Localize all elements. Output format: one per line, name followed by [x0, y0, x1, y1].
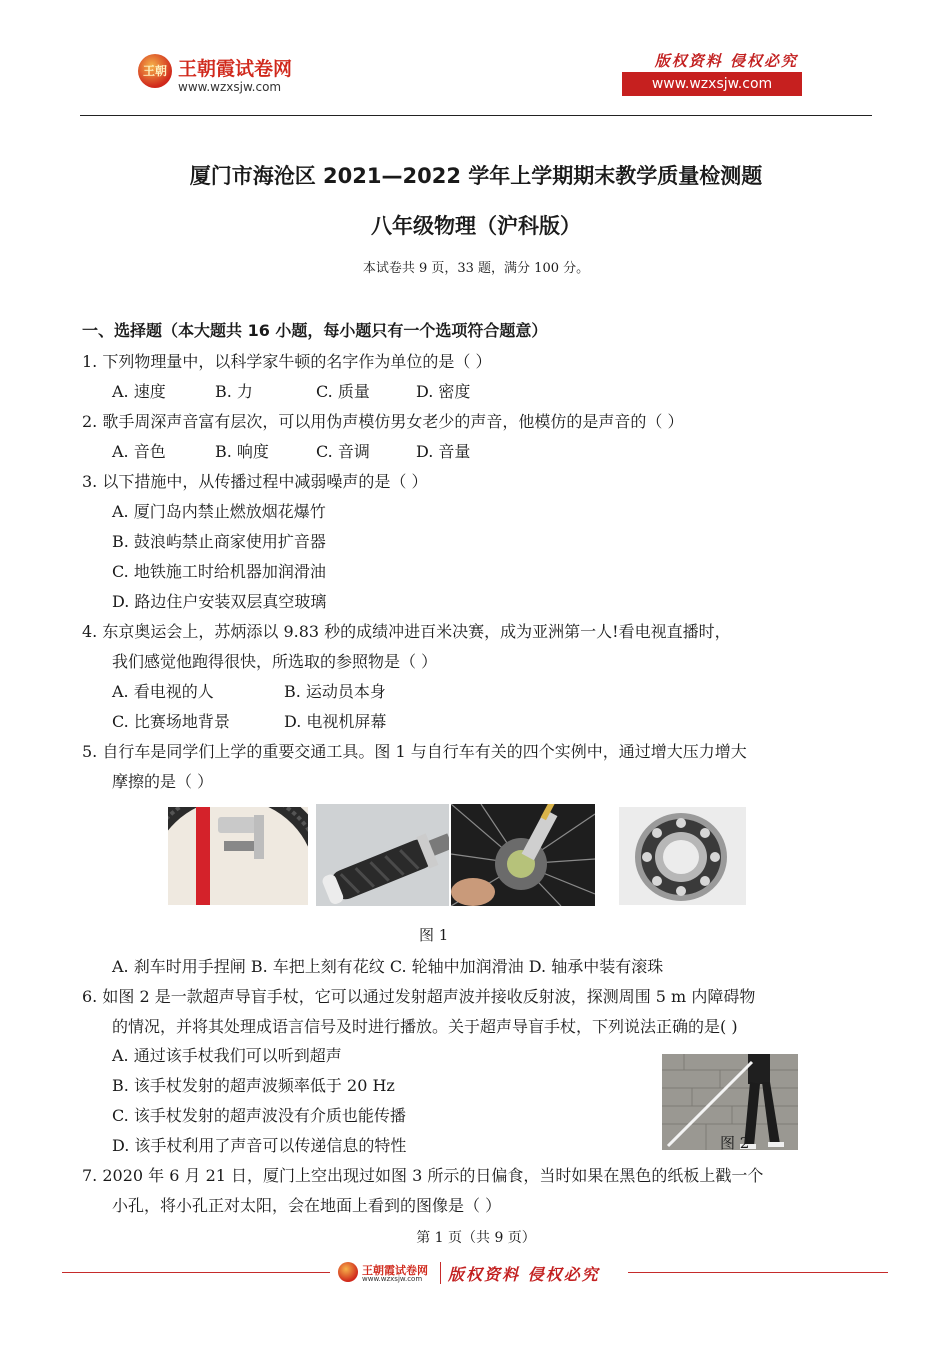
logo-icon: 王朝	[138, 54, 172, 88]
question-4-option-b[interactable]: B. 运动员本身	[284, 682, 386, 701]
question-1-option-b[interactable]: B. 力	[215, 382, 253, 401]
footer-logo-icon	[338, 1262, 358, 1282]
logo-url: www.wzxsjw.com	[178, 80, 282, 94]
question-3-option-d[interactable]: D. 路边住户安装双层真空玻璃	[112, 592, 327, 611]
question-5-stem-cont: 摩擦的是（ ）	[112, 772, 214, 791]
question-5-stem: 5. 自行车是同学们上学的重要交通工具。图 1 与自行车有关的四个实例中，通过增大压力增大	[82, 742, 747, 761]
question-6-stem-cont: 的情况，并将其处理成语言信号及时进行播放。关于超声导盲手杖，下列说法正确的是( )	[112, 1017, 738, 1036]
site-url-banner[interactable]: www.wzxsjw.com	[622, 72, 802, 96]
question-1-option-c[interactable]: C. 质量	[316, 382, 370, 401]
axle-oil-photo	[451, 804, 595, 906]
logo-name: 王朝霞试卷网	[178, 58, 293, 80]
question-3-stem: 3. 以下措施中，从传播过程中减弱噪声的是（ ）	[82, 472, 428, 491]
page-number: 第 1 页（共 9 页）	[416, 1230, 536, 1246]
question-3-option-c[interactable]: C. 地铁施工时给机器加润滑油	[112, 562, 326, 581]
question-5-options[interactable]: A. 刹车时用手捏闸 B. 车把上刻有花纹 C. 轮轴中加润滑油 D. 轴承中装有滚珠	[112, 957, 664, 976]
question-6-option-a[interactable]: A. 通过该手杖我们可以听到超声	[112, 1046, 342, 1065]
question-6-stem: 6. 如图 2 是一款超声导盲手杖，它可以通过发射超声波并接收反射波，探测周围 5 m 内障碍物	[82, 987, 756, 1006]
question-6-option-d[interactable]: D. 该手杖利用了声音可以传递信息的特性	[112, 1136, 407, 1155]
question-3-option-a[interactable]: A. 厦门岛内禁止燃放烟花爆竹	[112, 502, 326, 521]
section-heading: 一、选择题（本大题共 16 小题，每小题只有一个选项符合题意）	[82, 321, 548, 340]
question-6-option-b[interactable]: B. 该手杖发射的超声波频率低于 20 Hz	[112, 1076, 395, 1095]
header-divider	[80, 115, 872, 116]
question-1-stem: 1. 下列物理量中，以科学家牛顿的名字作为单位的是（ ）	[82, 352, 492, 371]
footer-rule-right	[628, 1272, 888, 1273]
figure-2-caption: 图 2	[720, 1134, 750, 1152]
question-4-option-c[interactable]: C. 比赛场地背景	[112, 712, 230, 731]
footer-separator	[440, 1262, 441, 1284]
question-2-option-b[interactable]: B. 响度	[215, 442, 269, 461]
exam-note: 本试卷共 9 页，33 题，满分 100 分。	[362, 261, 590, 276]
exam-subtitle: 八年级物理（沪科版）	[371, 214, 581, 238]
question-6-option-c[interactable]: C. 该手杖发射的超声波没有介质也能传播	[112, 1106, 406, 1125]
footer-copyright: 版权资料 侵权必究	[448, 1265, 600, 1284]
copyright-notice: 版权资料 侵权必究	[654, 52, 798, 70]
page-header	[80, 44, 872, 116]
question-2-option-a[interactable]: A. 音色	[112, 442, 166, 461]
question-2-option-c[interactable]: C. 音调	[316, 442, 370, 461]
question-2-option-d[interactable]: D. 音量	[416, 442, 471, 461]
question-7-stem-cont: 小孔，将小孔正对太阳，会在地面上看到的图像是（ ）	[112, 1196, 502, 1215]
footer-logo-url: www.wzxsjw.com	[362, 1275, 423, 1283]
question-3-option-b[interactable]: B. 鼓浪屿禁止商家使用扩音器	[112, 532, 326, 551]
question-1-option-a[interactable]: A. 速度	[112, 382, 166, 401]
question-4-option-d[interactable]: D. 电视机屏幕	[284, 712, 387, 731]
question-4-stem-cont: 我们感觉他跑得很快，所选取的参照物是（ ）	[112, 652, 438, 671]
footer-logo-name: 王朝霞试卷网	[362, 1264, 428, 1277]
footer-rule-left	[62, 1272, 330, 1273]
brake-photo	[168, 807, 308, 905]
figure-1-caption: 图 1	[419, 926, 449, 944]
question-4-option-a[interactable]: A. 看电视的人	[112, 682, 214, 701]
question-1-option-d[interactable]: D. 密度	[416, 382, 471, 401]
exam-title: 厦门市海沧区 2021—2022 学年上学期期末教学质量检测题	[189, 164, 763, 188]
question-7-stem: 7. 2020 年 6 月 21 日，厦门上空出现过如图 3 所示的日偏食，当时如果在黑色的纸板上戳一个	[82, 1166, 764, 1185]
bearing-photo	[619, 807, 746, 905]
handlebar-grip-photo	[316, 804, 449, 906]
question-4-stem: 4. 东京奥运会上，苏炳添以 9.83 秒的成绩冲进百米决赛，成为亚洲第一人!看电视直播时，	[82, 622, 731, 641]
question-2-stem: 2. 歌手周深声音富有层次，可以用伪声模仿男女老少的声音，他模仿的是声音的（ ）	[82, 412, 684, 431]
